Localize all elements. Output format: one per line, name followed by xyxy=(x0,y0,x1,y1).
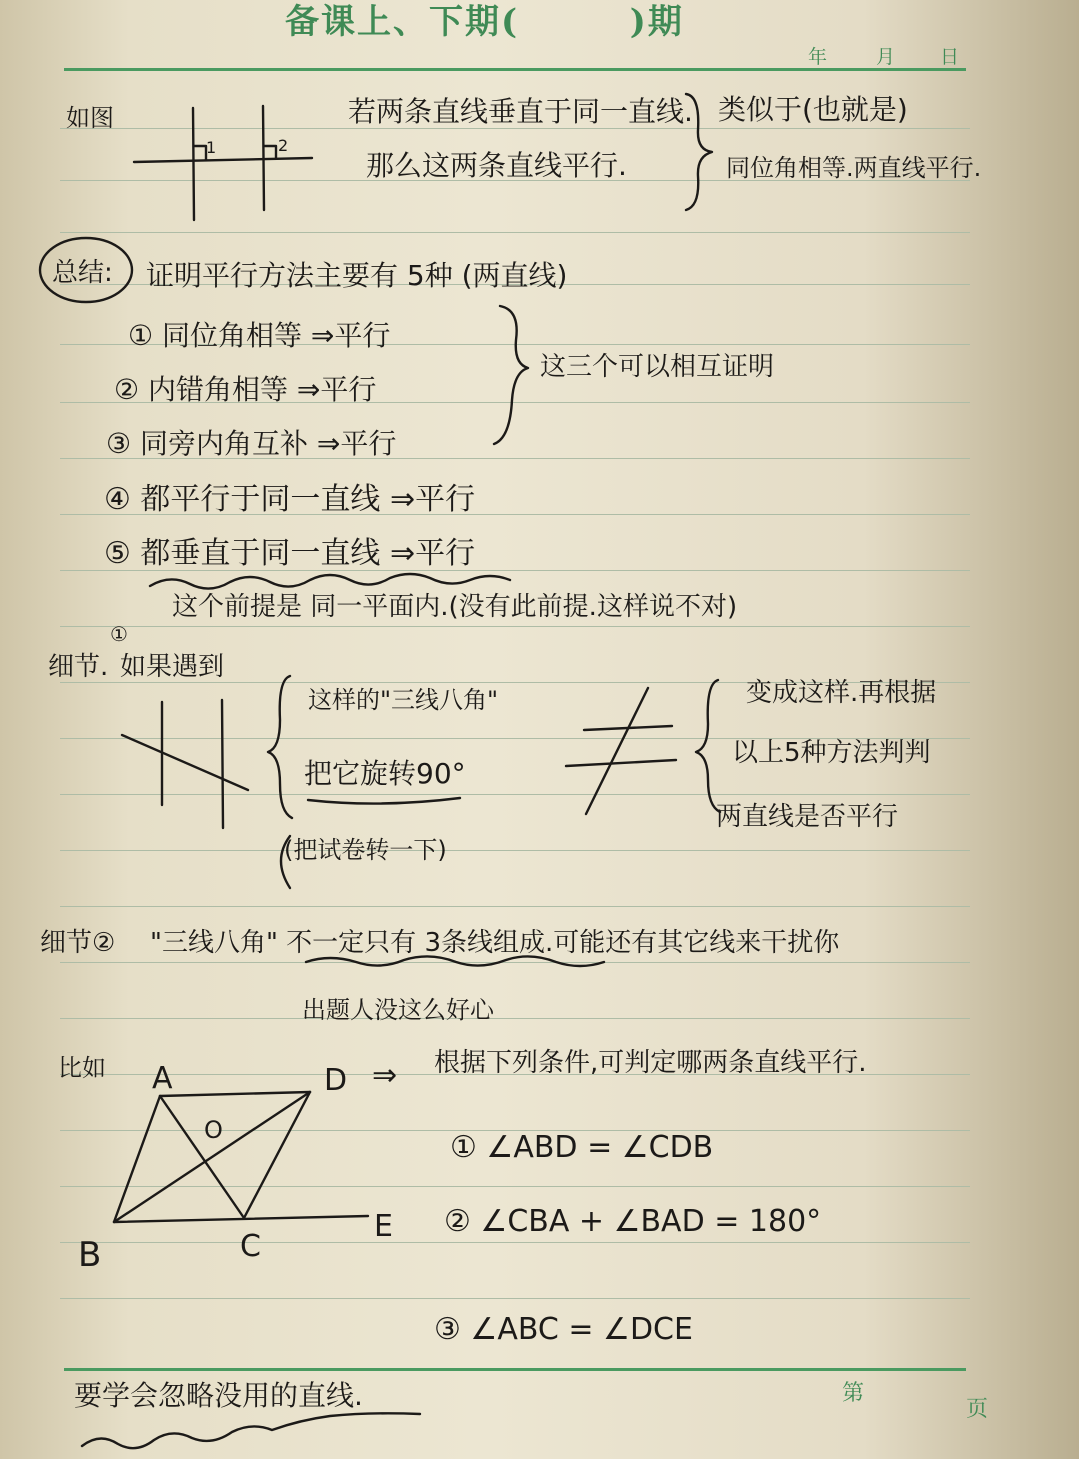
footer-rule xyxy=(64,1368,966,1371)
rotated-figure xyxy=(566,688,676,814)
summary-premise: 这个前提是 同一平面内.(没有此前提.这样说不对) xyxy=(172,592,738,622)
brace-detail1-right xyxy=(696,680,720,812)
point-D-label: D xyxy=(324,1063,348,1098)
example-condition-1: ① ∠ABD = ∠CDB xyxy=(450,1130,714,1165)
section1-line2: 那么这两条直线平行. xyxy=(366,149,627,182)
detail1-right1: 变成这样.再根据 xyxy=(746,678,937,708)
point-E-label: E xyxy=(374,1209,393,1244)
example-arrow: ⇒ xyxy=(372,1058,398,1093)
detail1-left3: (把试卷转一下) xyxy=(284,836,447,864)
summary-item-2: ② 内错角相等 ⇒平行 xyxy=(114,373,377,406)
example-label: 比如 xyxy=(58,1054,106,1082)
footer-note: 要学会忽略没用的直线. xyxy=(74,1379,363,1412)
summary-badge: 总结: xyxy=(52,258,113,288)
point-A-label: A xyxy=(152,1061,173,1096)
detail2-label: 细节② xyxy=(40,928,116,958)
detail1-left1: 这样的"三线八角" xyxy=(308,686,499,714)
three-lines-figure xyxy=(122,700,248,828)
detail2-line1: "三线八角" 不一定只有 3条线组成.可能还有其它线来干扰你 xyxy=(150,928,840,958)
example-condition-3: ③ ∠ABC = ∠DCE xyxy=(434,1312,693,1347)
detail1-label: 细节. xyxy=(48,652,109,682)
header-title: 备课上、下期( )期 xyxy=(285,2,684,42)
section1-line1: 若两条直线垂直于同一直线. xyxy=(348,95,693,128)
example-condition-2: ② ∠CBA + ∠BAD = 180° xyxy=(444,1204,822,1239)
summary-item-1: ① 同位角相等 ⇒平行 xyxy=(128,319,391,352)
section1-aside2: 同位角相等.两直线平行. xyxy=(726,154,982,182)
quadrilateral-figure xyxy=(78,1061,393,1275)
summary-group-note: 这三个可以相互证明 xyxy=(540,352,775,382)
header-day: 日 xyxy=(940,46,960,68)
header-year: 年 xyxy=(808,46,828,68)
detail1-right2: 以上5种方法判判 xyxy=(732,738,931,768)
perpendicular-lines-figure xyxy=(134,106,312,220)
angle-2-label: 2 xyxy=(278,136,289,155)
wavy-underline-footer xyxy=(82,1413,420,1448)
example-question: 根据下列条件,可判定哪两条直线平行. xyxy=(434,1048,867,1078)
page-label: 第 xyxy=(842,1381,865,1406)
detail1-num: ① xyxy=(110,622,128,646)
header-month: 月 xyxy=(876,46,896,68)
point-B-label: B xyxy=(78,1235,102,1275)
detail1-left2: 把它旋转90° xyxy=(304,757,466,790)
point-O-label: O xyxy=(204,1116,223,1144)
brace-detail1-left xyxy=(268,676,292,818)
summary-item-4: ④ 都平行于同一直线 ⇒平行 xyxy=(104,482,476,517)
underline-rotate xyxy=(308,798,460,804)
detail2-line2: 出题人没这么好心 xyxy=(302,996,494,1024)
summary-item-3: ③ 同旁内角互补 ⇒平行 xyxy=(106,427,397,460)
detail1-right3: 两直线是否平行 xyxy=(716,802,899,832)
detail1-text: 如果遇到 xyxy=(120,652,225,682)
summary-heading: 证明平行方法主要有 5种 (两直线) xyxy=(146,259,568,292)
point-C-label: C xyxy=(240,1229,261,1264)
angle-1-label: 1 xyxy=(206,138,217,157)
page-suffix: 页 xyxy=(966,1397,989,1422)
section1-aside1: 类似于(也就是) xyxy=(718,93,908,126)
summary-item-5: ⑤ 都垂直于同一直线 ⇒平行 xyxy=(104,536,476,571)
section1-label: 如图 xyxy=(66,104,114,132)
brace-summary xyxy=(494,306,528,444)
